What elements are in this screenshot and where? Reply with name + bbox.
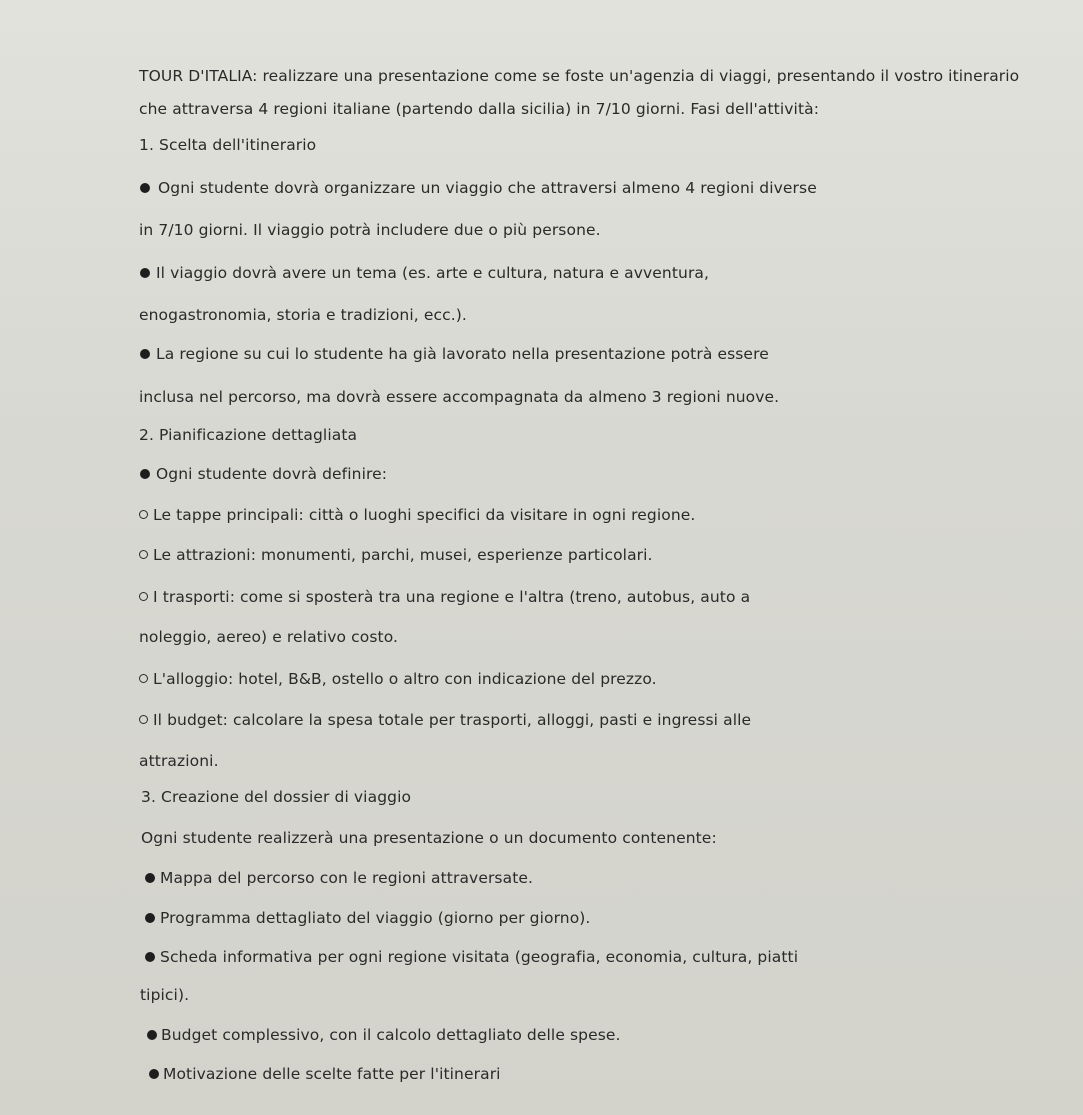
section-2-subitem-3: I trasporti: come si sposterà tra una regione e l'altra (treno, autobus, auto a bbox=[153, 588, 751, 606]
circle-bullet-icon bbox=[139, 715, 148, 724]
bullet-icon bbox=[145, 913, 155, 923]
bullet-icon bbox=[140, 268, 150, 278]
section-3-item-1: Mappa del percorso con le regioni attraversate. bbox=[160, 869, 534, 887]
section-3-item-5: Motivazione delle scelte fatte per l'itinerari bbox=[163, 1065, 501, 1083]
bullet-icon bbox=[145, 873, 155, 883]
section-2-subitem-2: Le attrazioni: monumenti, parchi, musei, esperienze particolari. bbox=[153, 546, 653, 564]
bullet-icon bbox=[140, 183, 150, 193]
section-1-item-3-cont: inclusa nel percorso, ma dovrà essere accompagnata da almeno 3 regioni nuove. bbox=[139, 388, 780, 406]
section-1-item-1: Ogni studente dovrà organizzare un viaggio che attraversi almeno 4 regioni diverse bbox=[158, 179, 817, 197]
section-2-bullet: Ogni studente dovrà definire: bbox=[156, 465, 388, 483]
section-1-item-3: La regione su cui lo studente ha già lavorato nella presentazione potrà essere bbox=[156, 345, 769, 363]
bullet-icon bbox=[145, 952, 155, 962]
section-3-heading: 3. Creazione del dossier di viaggio bbox=[141, 788, 412, 806]
circle-bullet-icon bbox=[139, 674, 148, 683]
section-3-item-4: Budget complessivo, con il calcolo dettagliato delle spese. bbox=[161, 1026, 621, 1044]
section-1-item-2-cont: enogastronomia, storia e tradizioni, ecc.). bbox=[139, 306, 467, 324]
section-2-subitem-5: Il budget: calcolare la spesa totale per trasporti, alloggi, pasti e ingressi alle bbox=[153, 711, 752, 729]
bullet-icon bbox=[147, 1030, 157, 1040]
section-2-heading: 2. Pianificazione dettagliata bbox=[139, 426, 358, 444]
section-3-item-2: Programma dettagliato del viaggio (giorno per giorno). bbox=[160, 909, 591, 927]
section-2-subitem-3-cont: noleggio, aereo) e relativo costo. bbox=[139, 628, 399, 646]
section-2-subitem-1: Le tappe principali: città o luoghi specifici da visitare in ogni regione. bbox=[153, 506, 696, 524]
bullet-icon bbox=[140, 349, 150, 359]
section-1-item-1-cont: in 7/10 giorni. Il viaggio potrà includere due o più persone. bbox=[139, 221, 601, 239]
section-1-heading: 1. Scelta dell'itinerario bbox=[139, 136, 317, 154]
circle-bullet-icon bbox=[139, 510, 148, 519]
circle-bullet-icon bbox=[139, 550, 148, 559]
bullet-icon bbox=[149, 1069, 159, 1079]
section-1-item-2: Il viaggio dovrà avere un tema (es. arte e cultura, natura e avventura, bbox=[156, 264, 710, 282]
section-2-subitem-4: L'alloggio: hotel, B&B, ostello o altro con indicazione del prezzo. bbox=[153, 670, 657, 688]
section-3-item-3: Scheda informativa per ogni regione visitata (geografia, economia, cultura, piatti bbox=[160, 948, 799, 966]
intro-line-1: TOUR D'ITALIA: realizzare una presentazione come se foste un'agenzia di viaggi, presentando il vostro itinerario bbox=[139, 67, 1020, 85]
bullet-icon bbox=[140, 469, 150, 479]
section-2-subitem-5-cont: attrazioni. bbox=[139, 752, 219, 770]
circle-bullet-icon bbox=[139, 592, 148, 601]
section-3-intro: Ogni studente realizzerà una presentazione o un documento contenente: bbox=[141, 829, 717, 847]
intro-line-2: che attraversa 4 regioni italiane (partendo dalla sicilia) in 7/10 giorni. Fasi dell'attività: bbox=[139, 100, 820, 118]
section-3-item-3-cont: tipici). bbox=[140, 986, 190, 1004]
